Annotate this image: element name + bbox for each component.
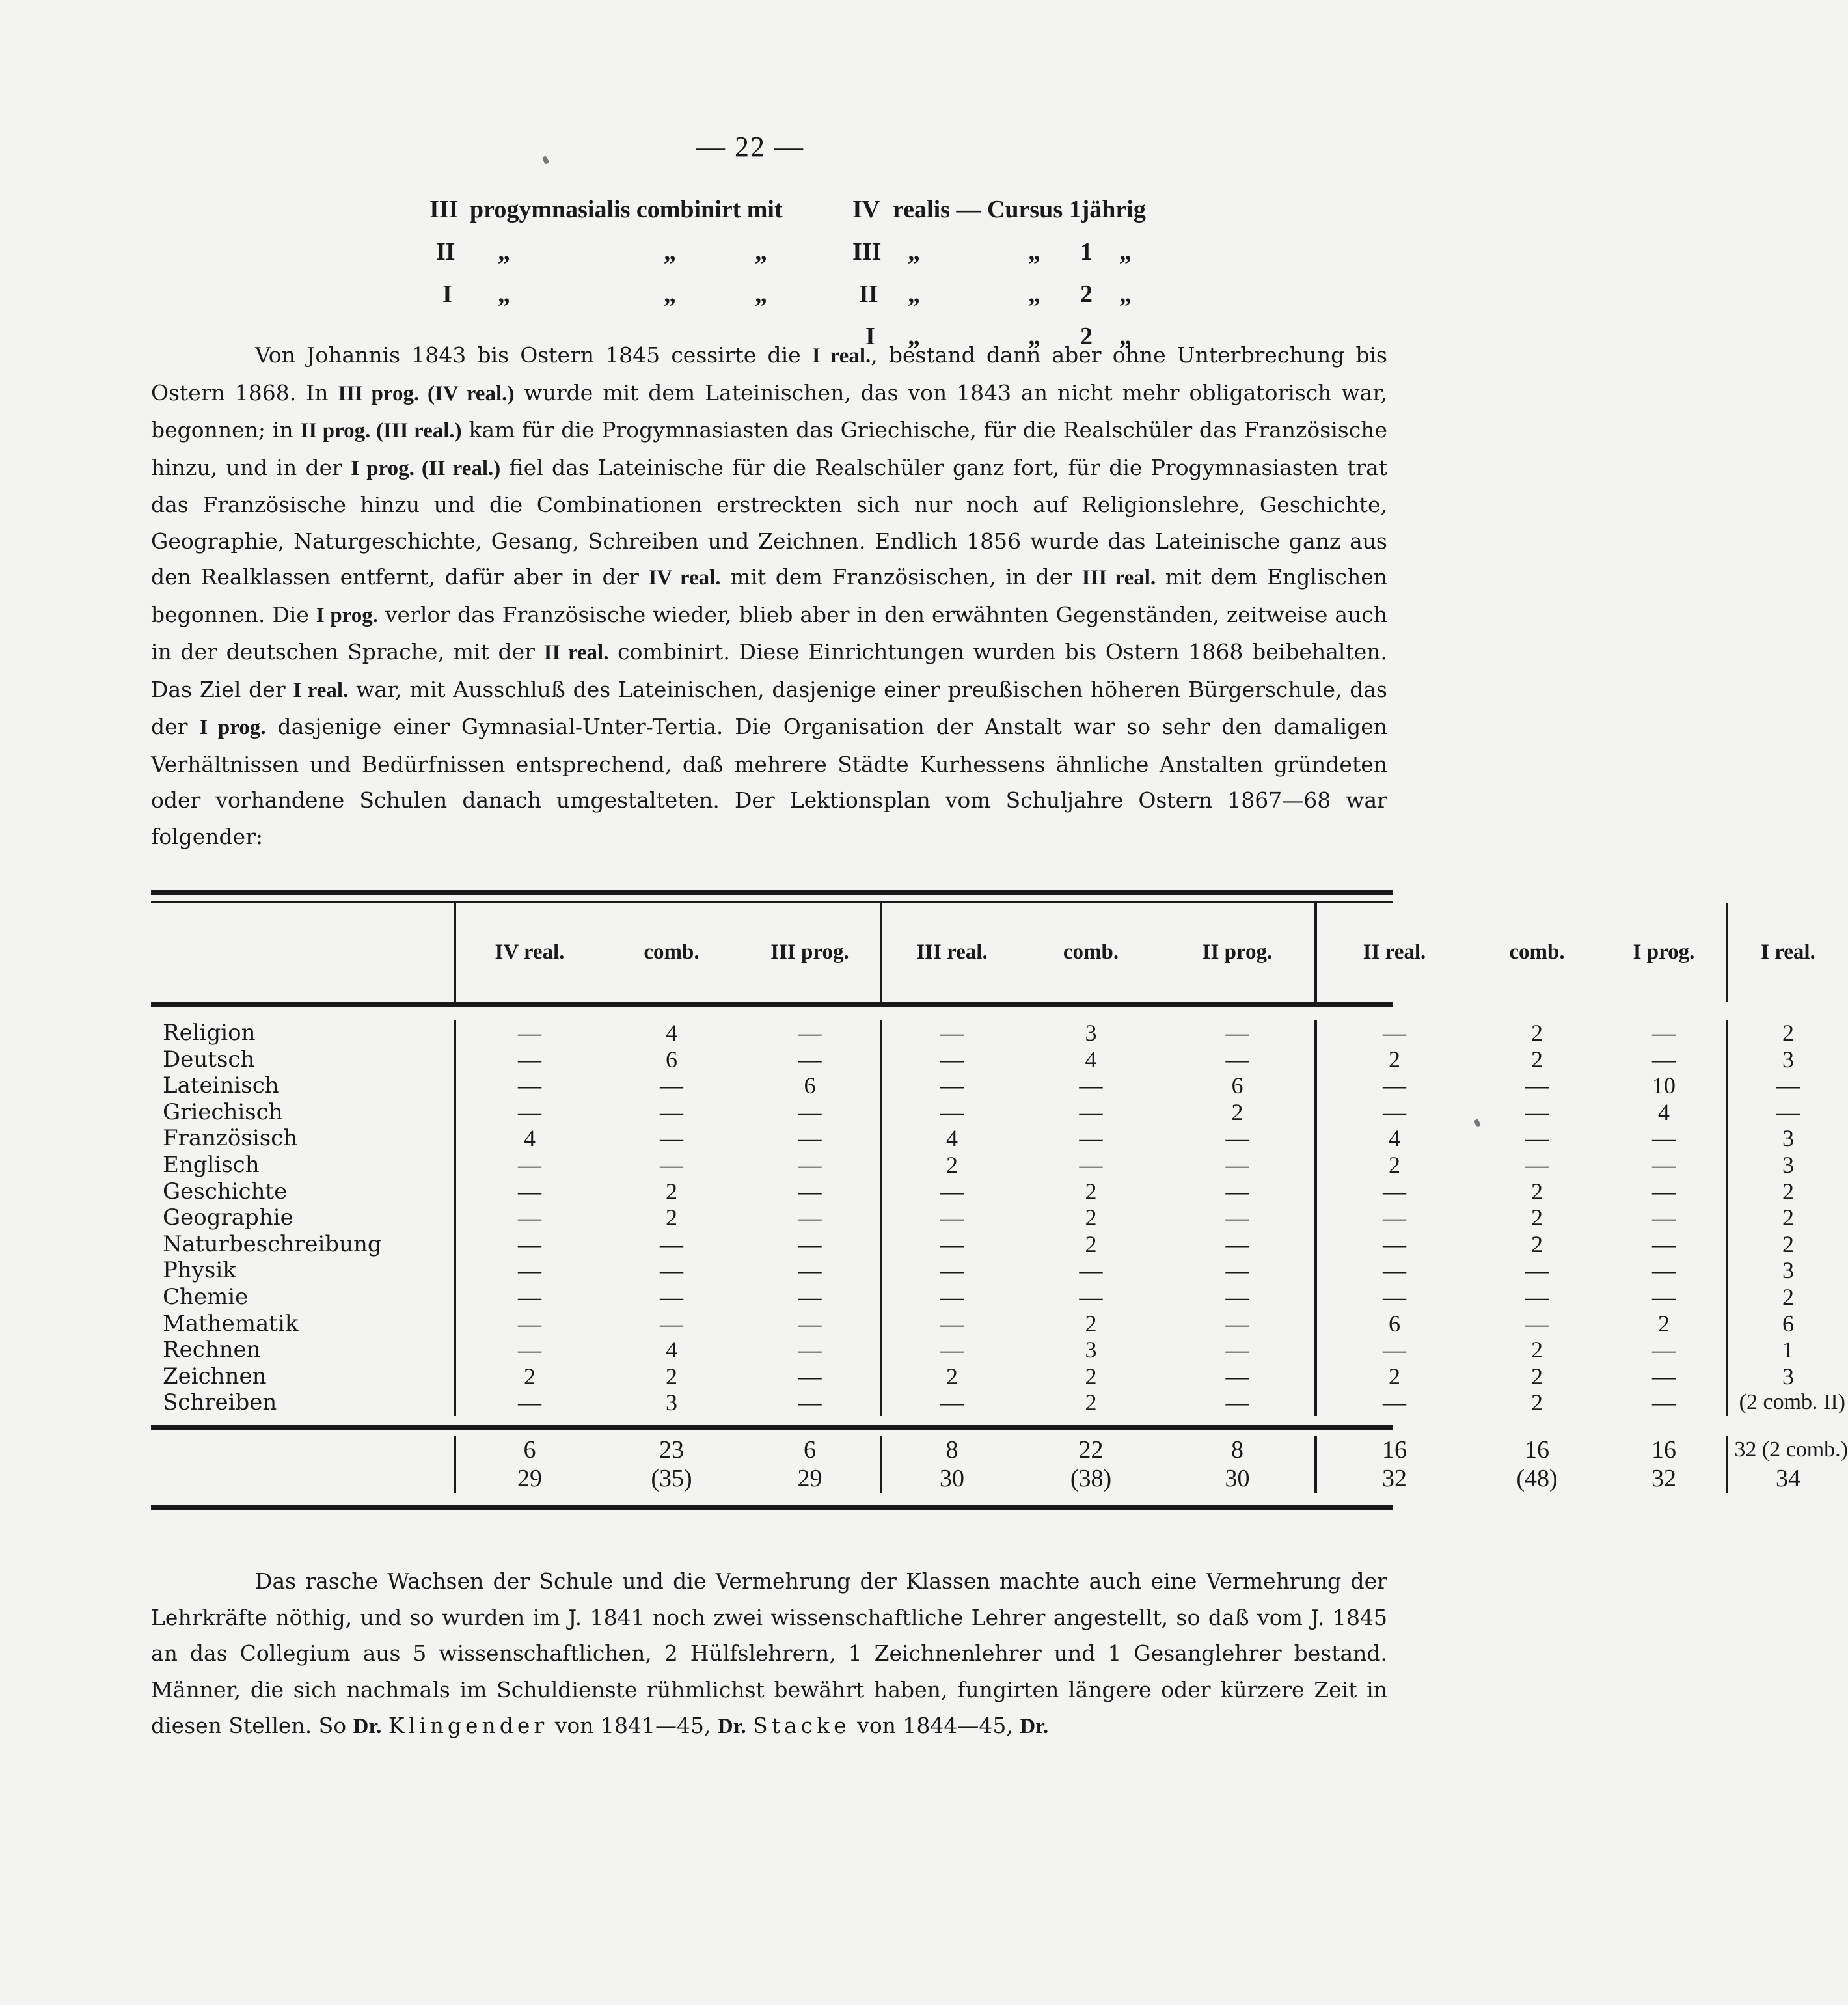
subject-label: Griechisch <box>163 1098 283 1125</box>
title-abbrev: Dr. <box>717 1715 746 1738</box>
ditto-mark: „ <box>1119 280 1132 308</box>
hours-cell: 2 <box>1531 1231 1543 1257</box>
hours-cell: — <box>1225 1125 1249 1152</box>
hours-cell: 2 <box>1531 1205 1543 1231</box>
real-class: II <box>859 280 878 308</box>
hours-cell: — <box>798 1205 822 1231</box>
teachers-paragraph <box>151 1563 1387 1745</box>
total-cell: 16 <box>1651 1436 1676 1464</box>
subject-label: Französisch <box>163 1125 298 1152</box>
schedule-text: progymnasialis combinirt mit <box>470 196 783 223</box>
hours-cell: — <box>1652 1337 1676 1363</box>
hours-cell: — <box>880 1311 1022 1337</box>
subject-label: Deutsch <box>163 1046 255 1072</box>
hours-cell: 2 <box>1531 1046 1543 1072</box>
total-cell: 30 <box>880 1464 1022 1493</box>
hours-cell: — <box>1079 1151 1103 1178</box>
hours-cell: 6 <box>666 1046 677 1072</box>
ditto-mark: „ <box>498 238 510 266</box>
subject-label: Lateinisch <box>163 1072 279 1099</box>
hours-cell: — <box>880 1231 1022 1258</box>
text-run: mit dem Französischen, in der <box>720 564 1082 590</box>
page-number: — 22 — <box>696 131 804 163</box>
hours-cell: 2 <box>1314 1152 1472 1179</box>
total-cell: 16 <box>1525 1436 1549 1464</box>
hours-cell: 2 <box>1085 1205 1097 1231</box>
total-cell: (38) <box>1070 1464 1112 1492</box>
hours-cell: — <box>798 1020 822 1046</box>
hours-cell: 2 <box>1658 1310 1670 1337</box>
hours-cell: — <box>1225 1046 1249 1072</box>
total-cell: 29 <box>454 1464 603 1493</box>
hours-cell: — <box>798 1283 822 1310</box>
hours-cell: — <box>1225 1020 1249 1046</box>
table-body <box>151 1007 1845 1425</box>
hours-cell: — <box>1225 1389 1249 1416</box>
hours-cell: — <box>454 1205 603 1231</box>
table-row <box>151 1205 1794 1231</box>
hours-cell: — <box>660 1072 683 1099</box>
total-cell: 32 <box>1651 1464 1676 1492</box>
hours-cell: 2 <box>880 1363 1022 1390</box>
prog-class: I <box>442 280 452 308</box>
class-name: III real. <box>1081 566 1156 590</box>
hours-cell: — <box>1726 1072 1848 1099</box>
hours-cell: — <box>880 1179 1022 1205</box>
totals-label-spacer <box>151 1464 454 1493</box>
hours-cell: 2 <box>666 1205 677 1231</box>
hours-cell: — <box>1525 1151 1549 1178</box>
table-row <box>151 1231 1794 1258</box>
text-run: , bestand dann aber ohne Unterbrechung bis Ostern 1868. In <box>151 342 1387 405</box>
total-cell: (48) <box>1516 1464 1558 1492</box>
hours-cell: — <box>1652 1389 1676 1416</box>
totals-label-spacer <box>151 1436 454 1464</box>
hours-cell: — <box>798 1310 822 1337</box>
hours-cell: — <box>454 1020 603 1046</box>
ditto-mark: „ <box>1119 238 1132 266</box>
hours-cell: — <box>880 1284 1022 1311</box>
text-run: kam für die Progymnasiasten das Griechische, für die Realschüler das Französische hinzu, und in der <box>151 417 1387 480</box>
hours-cell: — <box>454 1284 603 1311</box>
schedule-row <box>429 280 1171 322</box>
hours-cell: — <box>660 1283 683 1310</box>
hours-cell: 2 <box>1531 1389 1543 1416</box>
hours-cell: — <box>454 1231 603 1258</box>
hours-cell: — <box>798 1389 822 1416</box>
hours-cell: 2 <box>454 1363 603 1390</box>
table-row <box>151 1363 1794 1390</box>
ditto-mark: „ <box>908 323 920 350</box>
subject-label: Englisch <box>163 1151 260 1178</box>
hours-cell: 2 <box>1726 1020 1848 1046</box>
hours-cell: 3 <box>1726 1125 1848 1152</box>
total-cell: 22 <box>1078 1436 1104 1464</box>
text-run: Von Johannis 1843 bis Ostern 1845 cessirte die <box>255 342 812 368</box>
hours-cell: 2 <box>1726 1205 1848 1231</box>
hours-cell: — <box>660 1231 683 1257</box>
hours-cell: 2 <box>1531 1020 1543 1046</box>
real-class: I <box>865 323 875 350</box>
totals-row <box>151 1464 1800 1493</box>
hours-cell: — <box>660 1125 683 1152</box>
hours-cell: — <box>660 1151 683 1178</box>
hours-cell: — <box>1652 1257 1676 1284</box>
hours-cell: — <box>798 1046 822 1072</box>
class-name: I prog. <box>316 603 378 627</box>
hours-cell: — <box>1652 1205 1676 1231</box>
prog-class: II <box>436 238 455 266</box>
total-cell: 32 <box>1314 1464 1472 1493</box>
course-years: 2 <box>1080 323 1093 350</box>
total-cell: (35) <box>651 1464 692 1492</box>
hours-cell: — <box>1525 1098 1549 1125</box>
schedule-text: realis — Cursus 1jährig <box>893 196 1146 223</box>
hours-cell: 3 <box>1726 1046 1848 1073</box>
table-top-rule <box>151 890 1393 903</box>
hours-cell: 3 <box>1726 1363 1848 1390</box>
hours-cell: — <box>798 1231 822 1257</box>
hours-cell: — <box>454 1152 603 1179</box>
real-class: III <box>852 238 882 266</box>
total-cell: 8 <box>880 1436 1022 1464</box>
hours-cell: — <box>880 1099 1022 1126</box>
subject-label: Geographie <box>163 1205 293 1231</box>
total-cell: 8 <box>1231 1436 1243 1464</box>
text-run: verlor das Französische wieder, blieb aber in den erwähnten Gegenständen, zeitweise auch in der deutschen Sprache, mit der <box>151 601 1387 664</box>
totals-rule <box>151 1425 1393 1430</box>
total-cell: 23 <box>659 1436 684 1464</box>
hours-cell: — <box>1225 1178 1249 1205</box>
column-header: comb. <box>1509 940 1565 964</box>
hours-cell: 3 <box>1726 1152 1848 1179</box>
hours-cell: — <box>1726 1099 1848 1126</box>
hours-cell: — <box>798 1098 822 1125</box>
hours-cell: — <box>798 1257 822 1284</box>
ditto-mark: „ <box>498 280 510 308</box>
hours-cell: 4 <box>666 1020 677 1046</box>
hours-cell: — <box>660 1257 683 1284</box>
ditto-mark: „ <box>664 238 676 266</box>
person-name: Stacke <box>753 1713 850 1738</box>
total-cell: 32 (2 comb.) <box>1726 1436 1848 1464</box>
hours-cell: — <box>454 1257 603 1284</box>
ditto-mark: „ <box>1028 238 1040 266</box>
hours-cell: — <box>660 1098 683 1125</box>
table-totals <box>151 1430 1848 1505</box>
hours-cell: — <box>1079 1257 1103 1284</box>
subject-label: Physik <box>163 1257 236 1284</box>
hours-cell: — <box>1314 1205 1472 1231</box>
text-run: mit dem Englischen begonnen. Die <box>151 564 1387 627</box>
hours-cell: — <box>880 1389 1022 1416</box>
hours-cell: — <box>1525 1310 1549 1337</box>
total-cell: 6 <box>454 1436 603 1464</box>
text-run: von 1841—45, <box>548 1713 718 1738</box>
hours-cell: — <box>454 1311 603 1337</box>
table-row <box>151 1072 1800 1099</box>
class-name: I prog. (II real.) <box>351 456 501 480</box>
total-cell: 16 <box>1314 1436 1472 1464</box>
class-name: II prog. (III real.) <box>300 419 462 443</box>
hours-cell: — <box>1314 1072 1472 1099</box>
hours-cell: 2 <box>1531 1178 1543 1205</box>
title-abbrev: Dr. <box>1020 1715 1049 1738</box>
subject-header <box>151 903 454 1002</box>
subject-label: Zeichnen <box>163 1363 267 1389</box>
hours-cell: 1 <box>1726 1337 1848 1363</box>
hours-cell: — <box>1652 1020 1676 1046</box>
subject-label: Geschichte <box>163 1178 288 1205</box>
hours-cell: 2 <box>666 1178 677 1205</box>
column-header: II prog. <box>1202 940 1273 964</box>
table-row <box>151 1310 1794 1337</box>
course-years: 2 <box>1080 280 1093 308</box>
hours-cell: — <box>1314 1099 1472 1126</box>
total-cell: 29 <box>797 1464 822 1492</box>
text-run: von 1844—45, <box>850 1713 1020 1738</box>
ditto-mark: „ <box>1028 323 1040 350</box>
hours-cell: — <box>1225 1205 1249 1231</box>
class-name: I prog. <box>199 716 266 739</box>
hours-cell: — <box>1525 1257 1549 1284</box>
table-row <box>151 1283 1794 1311</box>
hours-cell: 2 <box>1726 1231 1848 1258</box>
hours-cell: 4 <box>666 1337 677 1363</box>
hours-cell: 2 <box>1085 1310 1097 1337</box>
class-name: II real. <box>543 641 609 664</box>
text-run: combinirt. Diese Einrichtungen wurden bis Ostern 1868 beibehalten. Das Ziel der <box>151 639 1387 702</box>
hours-cell: 3 <box>1726 1257 1848 1284</box>
hours-cell: — <box>798 1337 822 1363</box>
ditto-mark: „ <box>755 238 767 266</box>
hours-cell: 6 <box>1231 1072 1243 1099</box>
text-run <box>381 1713 388 1738</box>
column-header: I real. <box>1726 903 1848 1002</box>
hours-cell: — <box>1314 1389 1472 1416</box>
hours-cell: — <box>454 1179 603 1205</box>
hours-cell: — <box>1225 1337 1249 1363</box>
hours-cell: 2 <box>666 1363 677 1389</box>
table-bottom-rule <box>151 1505 1393 1510</box>
hours-cell: 6 <box>1726 1311 1848 1337</box>
table-row <box>151 1098 1800 1126</box>
subject-label: Chemie <box>163 1283 249 1310</box>
hours-cell: 4 <box>1658 1098 1670 1125</box>
hours-cell: 2 <box>1314 1046 1472 1073</box>
hours-cell: 2 <box>1085 1389 1097 1416</box>
hours-cell: — <box>1079 1125 1103 1152</box>
person-name: Klingender <box>388 1713 549 1738</box>
ditto-mark: „ <box>908 238 920 266</box>
text-run: wurde mit dem Lateinischen, das von 1843 an nicht mehr obligatorisch war, begonnen; in <box>151 379 1387 443</box>
real-class: IV <box>852 196 880 223</box>
hours-cell: — <box>1314 1179 1472 1205</box>
hours-cell: — <box>1225 1363 1249 1389</box>
hours-cell: 3 <box>1085 1337 1097 1363</box>
text-run: fiel das Lateinische für die Realschüler ganz fort, für die Progymnasiasten trat das Französische hinzu und die Combinationen erstreckten sich nur noch auf Religionslehre, Geschichte, Geographie, Naturgeschichte, Gesang, Schreiben und Zeichnen. Endlich 1856 wurde das Lateinische ganz aus den Realklassen entfernt, dafür aber in der <box>151 454 1387 590</box>
hours-cell: 2 <box>1726 1284 1848 1311</box>
table-row <box>151 1389 1845 1416</box>
hours-cell: — <box>880 1337 1022 1363</box>
hours-cell: — <box>1225 1310 1249 1337</box>
hours-cell: — <box>1314 1284 1472 1311</box>
totals-row <box>151 1436 1848 1464</box>
hours-cell: — <box>1652 1283 1676 1310</box>
hours-cell: — <box>880 1205 1022 1231</box>
hours-cell: 3 <box>666 1389 677 1416</box>
hours-cell: — <box>1314 1337 1472 1363</box>
hours-cell: 2 <box>880 1152 1022 1179</box>
text-run: war, mit Ausschluß des Lateinischen, dasjenige einer preußischen höheren Bürgerschule, das der <box>151 676 1387 739</box>
hours-cell: 3 <box>1085 1020 1097 1046</box>
title-abbrev: Dr. <box>353 1715 382 1738</box>
hours-cell: — <box>798 1363 822 1389</box>
table-header <box>151 903 1815 1002</box>
class-name: III prog. (IV real.) <box>338 381 515 405</box>
hours-cell: 2 <box>1531 1337 1543 1363</box>
hours-cell: — <box>1225 1257 1249 1284</box>
hours-cell: — <box>1652 1151 1676 1178</box>
column-header: comb. <box>1063 940 1119 964</box>
hours-cell: — <box>798 1125 822 1152</box>
class-name: IV real. <box>648 566 721 590</box>
hours-cell: — <box>1652 1125 1676 1152</box>
prog-class: III <box>429 196 459 223</box>
schedule-row <box>429 195 1171 238</box>
column-header: III real. <box>880 903 1022 1002</box>
table-row <box>151 1151 1794 1179</box>
column-header: comb. <box>644 940 700 964</box>
ditto-mark: „ <box>755 280 767 308</box>
hours-cell: — <box>454 1072 603 1099</box>
subject-label: Mathematik <box>163 1310 299 1337</box>
hours-cell: — <box>1225 1231 1249 1257</box>
hours-cell: — <box>1225 1283 1249 1310</box>
column-header: IV real. <box>454 903 603 1002</box>
hours-cell: — <box>880 1046 1022 1073</box>
hours-cell: 2 <box>1085 1178 1097 1205</box>
hours-cell: — <box>1314 1231 1472 1258</box>
hours-cell: — <box>1314 1020 1472 1046</box>
hours-cell: — <box>1652 1363 1676 1389</box>
table-row <box>151 1257 1794 1284</box>
hours-cell: 4 <box>454 1125 603 1152</box>
course-years: 1 <box>1080 238 1093 266</box>
table-row <box>151 1178 1794 1205</box>
hours-cell: — <box>454 1099 603 1126</box>
total-cell: 6 <box>804 1436 816 1464</box>
hours-cell: 2 <box>1726 1179 1848 1205</box>
hours-cell: 2 <box>1231 1098 1243 1125</box>
hours-cell: 6 <box>804 1072 816 1099</box>
table-row <box>151 1337 1794 1363</box>
subject-label: Rechnen <box>163 1337 261 1363</box>
hours-cell: — <box>1314 1257 1472 1284</box>
subject-label: Naturbeschreibung <box>163 1231 382 1257</box>
table-row <box>151 1125 1794 1152</box>
lesson-plan-table <box>151 890 1848 1510</box>
hours-cell: — <box>454 1046 603 1073</box>
hours-cell: — <box>1079 1098 1103 1125</box>
hours-cell: 2 <box>1531 1363 1543 1389</box>
hours-cell: 2 <box>1085 1231 1097 1257</box>
ditto-mark: „ <box>1119 323 1132 350</box>
hours-cell: — <box>1652 1046 1676 1072</box>
hours-cell: — <box>880 1072 1022 1099</box>
subject-label: Religion <box>163 1020 256 1046</box>
hours-cell: — <box>660 1310 683 1337</box>
column-header: III prog. <box>770 940 849 964</box>
schedule-row <box>429 238 1171 280</box>
hours-cell: — <box>880 1020 1022 1046</box>
paragraph-text <box>151 1563 1387 1745</box>
hours-cell: — <box>1525 1125 1549 1152</box>
hours-cell: — <box>798 1178 822 1205</box>
hours-cell: 4 <box>880 1125 1022 1152</box>
table-row <box>151 1046 1794 1073</box>
column-header: I prog. <box>1633 940 1695 964</box>
hours-cell: — <box>1079 1283 1103 1310</box>
hours-cell: 4 <box>1314 1125 1472 1152</box>
column-header: II real. <box>1314 903 1472 1002</box>
hours-cell: — <box>1652 1178 1676 1205</box>
ditto-mark: „ <box>664 280 676 308</box>
hours-cell: — <box>454 1389 603 1416</box>
hours-cell: — <box>1225 1151 1249 1178</box>
hours-cell: (2 comb. II) <box>1726 1389 1848 1416</box>
hours-cell: 6 <box>1314 1311 1472 1337</box>
paragraph-text <box>151 337 1387 854</box>
hours-cell: — <box>454 1337 603 1363</box>
hours-cell: — <box>880 1257 1022 1284</box>
class-name: I real. <box>811 344 871 368</box>
total-cell: 30 <box>1225 1464 1250 1492</box>
ditto-mark: „ <box>908 280 920 308</box>
hours-cell: — <box>798 1151 822 1178</box>
table-row <box>151 1020 1794 1046</box>
text-run <box>746 1713 754 1738</box>
history-paragraph <box>151 337 1387 854</box>
text-run: dasjenige einer Gymnasial-Unter-Tertia. Die Organisation der Anstalt war so sehr den damaligen Verhältnissen und Bedürfnissen entsprechend, daß mehrere Städte Kurhessens ähnliche Anstalten gründeten oder vorhandene Schulen danach umgestalteten. Der Lektionsplan vom Schuljahre Ostern 1867—68 war folgender: <box>151 714 1388 849</box>
hours-cell: 2 <box>1085 1363 1097 1389</box>
class-name: I real. <box>293 678 349 702</box>
hours-cell: — <box>1525 1072 1549 1099</box>
hours-cell: — <box>1525 1283 1549 1310</box>
text-run: Das rasche Wachsen der Schule und die Vermehrung der Klassen machte auch eine Vermehrung der Lehrkräfte nöthig, und so wurden im J. 1841 noch zwei wissenschaftliche Lehrer angestellt, so daß vom J. 1845 an das Collegium aus 5 wissenschaftlichen, 2 Hülfslehrern, 1 Zeichnenlehrer und 1 Gesanglehrer bestand. Männer, die sich nachmals im Schuldienste rühmlichst bewährt haben, fungirten längere oder kürzere Zeit in diesen Stellen. So <box>151 1568 1387 1738</box>
hours-cell: — <box>1079 1072 1103 1099</box>
hours-cell: 2 <box>1314 1363 1472 1390</box>
ditto-mark: „ <box>1028 280 1040 308</box>
hours-cell: — <box>1652 1231 1676 1257</box>
hours-cell: 4 <box>1085 1046 1097 1072</box>
hours-cell: 10 <box>1652 1072 1676 1099</box>
total-cell: 34 <box>1726 1464 1848 1493</box>
subject-label: Schreiben <box>163 1389 277 1416</box>
header-rule <box>151 1002 1393 1007</box>
